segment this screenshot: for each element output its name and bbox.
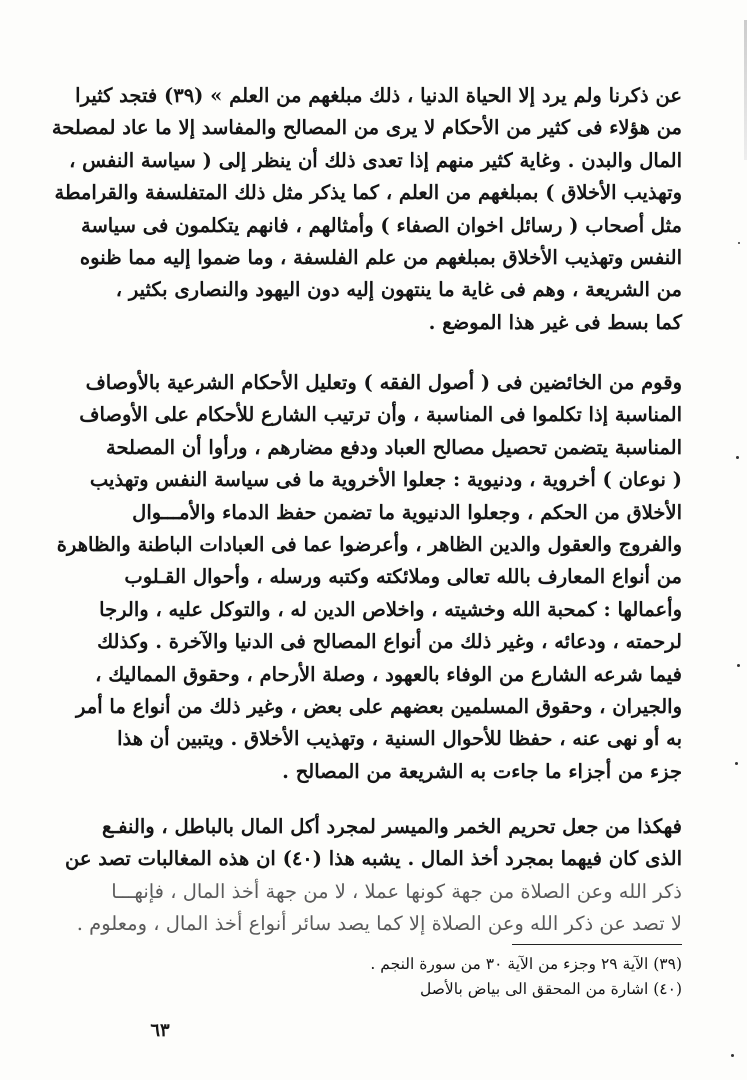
scan-speck: [735, 762, 738, 765]
text-line: وقوم من الخائضين فى ( أصول الفقه ) وتعليل الأحكام الشرعية بالأوصاف: [85, 371, 682, 394]
text-line: المناسبة يتضمن تحصيل مصالح العباد ودفع مضارهم ، ورأوا أن المصلحة: [106, 435, 682, 459]
text-line: به أو نهى عنه ، حفظا للأحوال السنية ، وتهذيب الأخلاق . ويتبين أن هذا: [117, 727, 682, 751]
scan-speck: [738, 242, 740, 244]
text-line: وأعمالها : كمحبة الله وخشيته ، واخلاص الدين له ، والتوكل عليه ، والرجا: [99, 597, 682, 621]
scan-speck: [731, 1054, 734, 1057]
text-line: فهكذا من جعل تحريم الخمر والميسر لمجرد أكل المال بالباطل ، والنفـع: [102, 815, 682, 838]
faded-text-line: ذكر الله وعن الصلاة من جهة كونها عملا ، لا من جهة أخذ المال ، فإنهـــا: [111, 879, 682, 903]
page-number: ٦٣: [150, 1020, 170, 1041]
footnotes: [240, 952, 682, 1002]
text-line: جزء من أجزاء ما جاءت به الشريعة من المصالح .: [282, 759, 682, 783]
text-line: والجيران ، وحقوق المسلمين بعضهم على بعض ، وغير ذلك من أنواع ما أمر: [76, 695, 682, 719]
scan-speck: [737, 664, 740, 667]
text-line: النفس وتهذيب الأخلاق بمبلغهم من علم الفلسفة ، وما ضموا إليه مما ظنوه: [79, 246, 682, 270]
text-line: ( نوعان ) أخروية ، ودنيوية : جعلوا الأخروية ما فى سياسة النفس وتهذيب: [89, 468, 682, 492]
scan-speck: [736, 456, 739, 459]
text-line: الذى كان فيهما بمجرد أخذ المال . يشبه هذا (٤٠) ان هذه المغالبات تصد عن: [65, 847, 682, 871]
text-line: عن ذكرنا ولم يرد إلا الحياة الدنيا ، ذلك مبلغهم من العلم » (٣٩) فتجد كثيرا: [75, 84, 682, 107]
text-line: الأخلاق من الحكم ، وجعلوا الدنيوية ما تضمن حفظ الدماء والأمـــوال: [132, 500, 682, 524]
text-line: لرحمته ، ودعائه ، وغير ذلك من أنواع المصالح فى الدنيا والآخرة . وكذلك: [97, 630, 682, 654]
paragraph-1: [51, 80, 682, 339]
text-line: من الشريعة ، وهم فى غاية ما ينتهون إليه دون اليهود والنصارى بكثير ،: [115, 278, 682, 302]
paragraph-2: [56, 367, 682, 788]
footnote-divider: [512, 944, 682, 945]
text-line: مثل أصحاب ( رسائل اخوان الصفاء ) وأمثالهم ، فانهم يتكلمون فى سياسة: [81, 213, 682, 237]
text-line: المناسبة إذا تكلموا فى المناسبة ، وأن ترتيب الشارع للأحكام على الأوصاف: [79, 403, 682, 427]
text-line: وتهذيب الأخلاق ) بمبلغهم من العلم ، كما يذكر مثل ذلك المتفلسفة والقرامطة: [54, 181, 682, 205]
text-line: والفروج والعقول والدين الظاهر ، وأعرضوا عما فى العبادات الباطنة والظاهرة: [56, 533, 682, 557]
faded-text-line: لا تصد عن ذكر الله وعن الصلاة إلا كما يصد سائر أنواع أخذ المال ، ومعلوم .: [76, 912, 682, 936]
text-line: المال والبدن . وغاية كثير منهم إذا تعدى ذلك أن ينظر إلى ( سياسة النفس ،: [69, 148, 682, 172]
text-line: فيما شرعه الشارع من الوفاء بالعهود ، وصلة الأرحام ، وحقوق المماليك ،: [95, 662, 682, 686]
text-line: من هؤلاء فى كثير من الأحكام لا يرى من المصالح والمفاسد إلا ما عاد لمصلحة: [51, 116, 682, 140]
footnote: (٤٠) اشارة من المحقق الى بياض بالأصل: [420, 980, 682, 998]
paragraph-3: [65, 811, 682, 941]
text-line: كما بسط فى غير هذا الموضع .: [428, 310, 682, 334]
text-line: من أنواع المعارف بالله تعالى وملائكته وكتبه ورسله ، وأحوال القـلوب: [124, 565, 682, 589]
footnote: (٣٩) الآية ٢٩ وجزء من الآية ٣٠ من سورة النجم .: [370, 955, 682, 973]
